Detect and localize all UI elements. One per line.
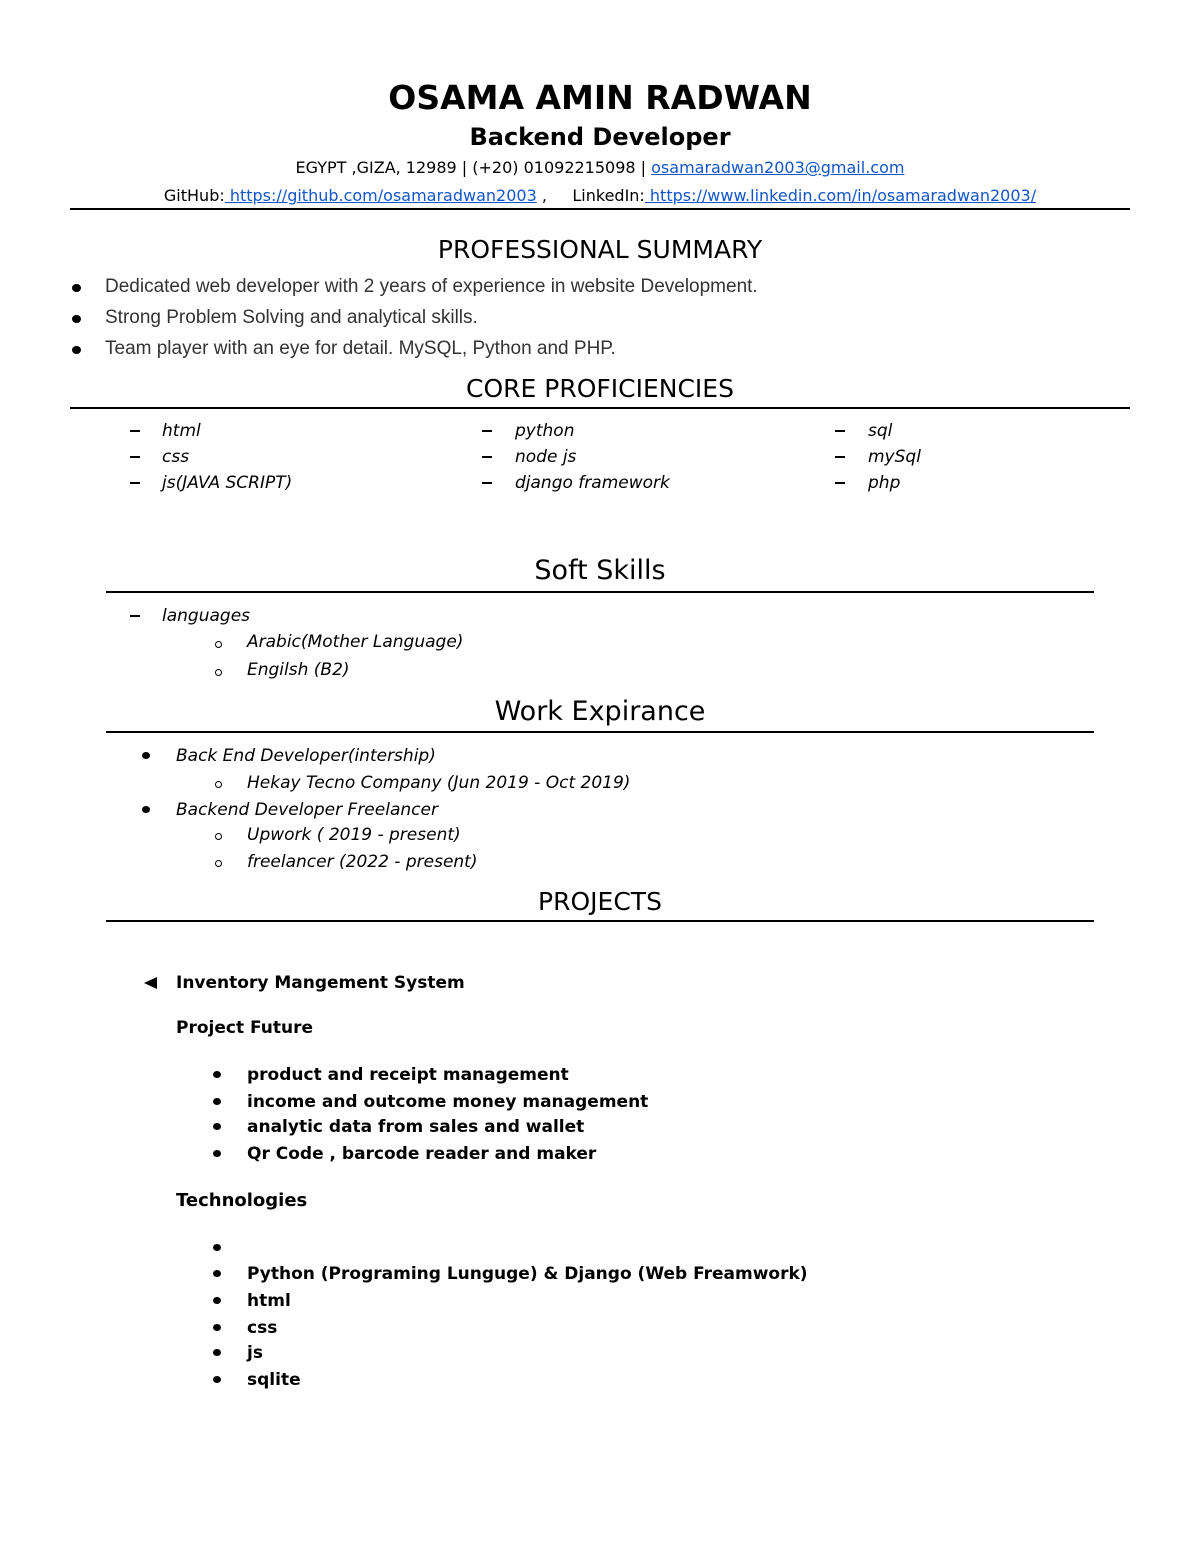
circle-bullet-icon xyxy=(215,781,222,788)
language-item: Arabic(Mother Language) xyxy=(247,632,464,652)
circle-bullet-icon xyxy=(215,860,222,867)
job-place: Upwork ( 2019 - present) xyxy=(247,825,461,845)
bullet-icon xyxy=(213,1150,221,1157)
summary-heading: PROFESSIONAL SUMMARY xyxy=(437,235,763,264)
job-role: Backend Developer Freelancer xyxy=(176,800,438,820)
skill-item: django framework xyxy=(515,473,670,493)
job-place: freelancer (2022 - present) xyxy=(247,852,478,872)
skill-item: php xyxy=(868,473,901,493)
tech-item: sqlite xyxy=(247,1370,301,1390)
skill-item: python xyxy=(515,421,575,441)
dash-icon xyxy=(835,482,845,484)
core-divider xyxy=(70,407,1130,409)
bullet-icon xyxy=(213,1349,221,1356)
circle-bullet-icon xyxy=(215,669,222,676)
soft-skills-heading: Soft Skills xyxy=(534,555,666,586)
skill-item: css xyxy=(162,447,190,467)
summary-bullet-icon xyxy=(72,284,81,292)
work-heading: Work Expirance xyxy=(494,696,706,727)
tech-item: Python (Programing Lunguge) & Django (Web Freamwork) xyxy=(247,1264,808,1284)
project-name: Inventory Mangement System xyxy=(176,973,465,993)
email-link[interactable]: osamaradwan2003@gmail.com xyxy=(651,158,905,177)
job-title: Backend Developer xyxy=(469,123,731,151)
summary-item: Dedicated web developer with 2 years of experience in website Development. xyxy=(105,276,758,297)
soft-skills-divider xyxy=(106,591,1094,593)
feature-item: Qr Code , barcode reader and maker xyxy=(247,1144,597,1164)
bullet-icon xyxy=(142,806,150,813)
summary-bullet-icon xyxy=(72,346,81,354)
dash-icon xyxy=(835,430,845,432)
links-separator: , xyxy=(536,186,547,205)
work-divider xyxy=(106,731,1094,733)
dash-icon xyxy=(482,482,492,484)
tech-item: js xyxy=(247,1343,263,1363)
linkedin-link[interactable]: https://www.linkedin.com/in/osamaradwan2003/ xyxy=(644,186,1037,205)
skill-item: mySql xyxy=(868,447,921,467)
core-heading: CORE PROFICIENCIES xyxy=(466,374,734,403)
bullet-icon xyxy=(213,1324,221,1331)
bullet-icon xyxy=(213,1098,221,1105)
arrow-left-icon xyxy=(142,976,158,990)
language-item: Engilsh (B2) xyxy=(247,660,350,680)
summary-item: Strong Problem Solving and analytical skills. xyxy=(105,307,478,328)
job-role: Back End Developer(intership) xyxy=(176,746,436,766)
summary-item: Team player with an eye for detail. MySQL, Python and PHP. xyxy=(105,338,616,359)
github-link[interactable]: https://github.com/osamaradwan2003 xyxy=(224,186,537,205)
dash-icon xyxy=(130,482,140,484)
dash-icon xyxy=(130,456,140,458)
dash-icon xyxy=(482,456,492,458)
bullet-icon xyxy=(213,1297,221,1304)
dash-icon xyxy=(130,430,140,432)
technologies-label: Technologies xyxy=(176,1190,308,1211)
bullet-icon xyxy=(213,1270,221,1277)
contact-address-phone: EGYPT ,GIZA, 12989 | (+20) 01092215098 | xyxy=(295,158,652,177)
candidate-name: OSAMA AMIN RADWAN xyxy=(388,78,812,117)
tech-item: html xyxy=(247,1291,291,1311)
summary-bullet-icon xyxy=(72,315,81,323)
bullet-icon xyxy=(213,1071,221,1078)
github-label: GitHub: xyxy=(163,186,225,205)
feature-item: product and receipt management xyxy=(247,1065,569,1085)
tech-item: css xyxy=(247,1318,278,1338)
bullet-icon xyxy=(213,1376,221,1383)
dash-icon xyxy=(835,456,845,458)
contact-line xyxy=(0,158,1200,178)
linkedin-label: LinkedIn: xyxy=(572,186,645,205)
projects-heading: PROJECTS xyxy=(538,887,662,916)
profile-links-line xyxy=(0,186,1200,206)
circle-bullet-icon xyxy=(215,833,222,840)
dash-icon xyxy=(130,615,140,617)
bullet-icon xyxy=(213,1244,221,1251)
bullet-icon xyxy=(142,752,150,759)
skill-item: node js xyxy=(515,447,577,467)
languages-label: languages xyxy=(162,606,251,626)
feature-item: analytic data from sales and wallet xyxy=(247,1117,585,1137)
header-divider xyxy=(70,208,1130,210)
feature-item: income and outcome money management xyxy=(247,1092,649,1112)
bullet-icon xyxy=(213,1123,221,1130)
skill-item: js(JAVA SCRIPT) xyxy=(162,473,293,493)
dash-icon xyxy=(482,430,492,432)
circle-bullet-icon xyxy=(215,641,222,648)
project-features-label: Project Future xyxy=(176,1018,314,1038)
skill-item: html xyxy=(162,421,201,441)
skill-item: sql xyxy=(868,421,893,441)
projects-divider xyxy=(106,920,1094,922)
job-place: Hekay Tecno Company (Jun 2019 - Oct 2019) xyxy=(247,773,631,793)
